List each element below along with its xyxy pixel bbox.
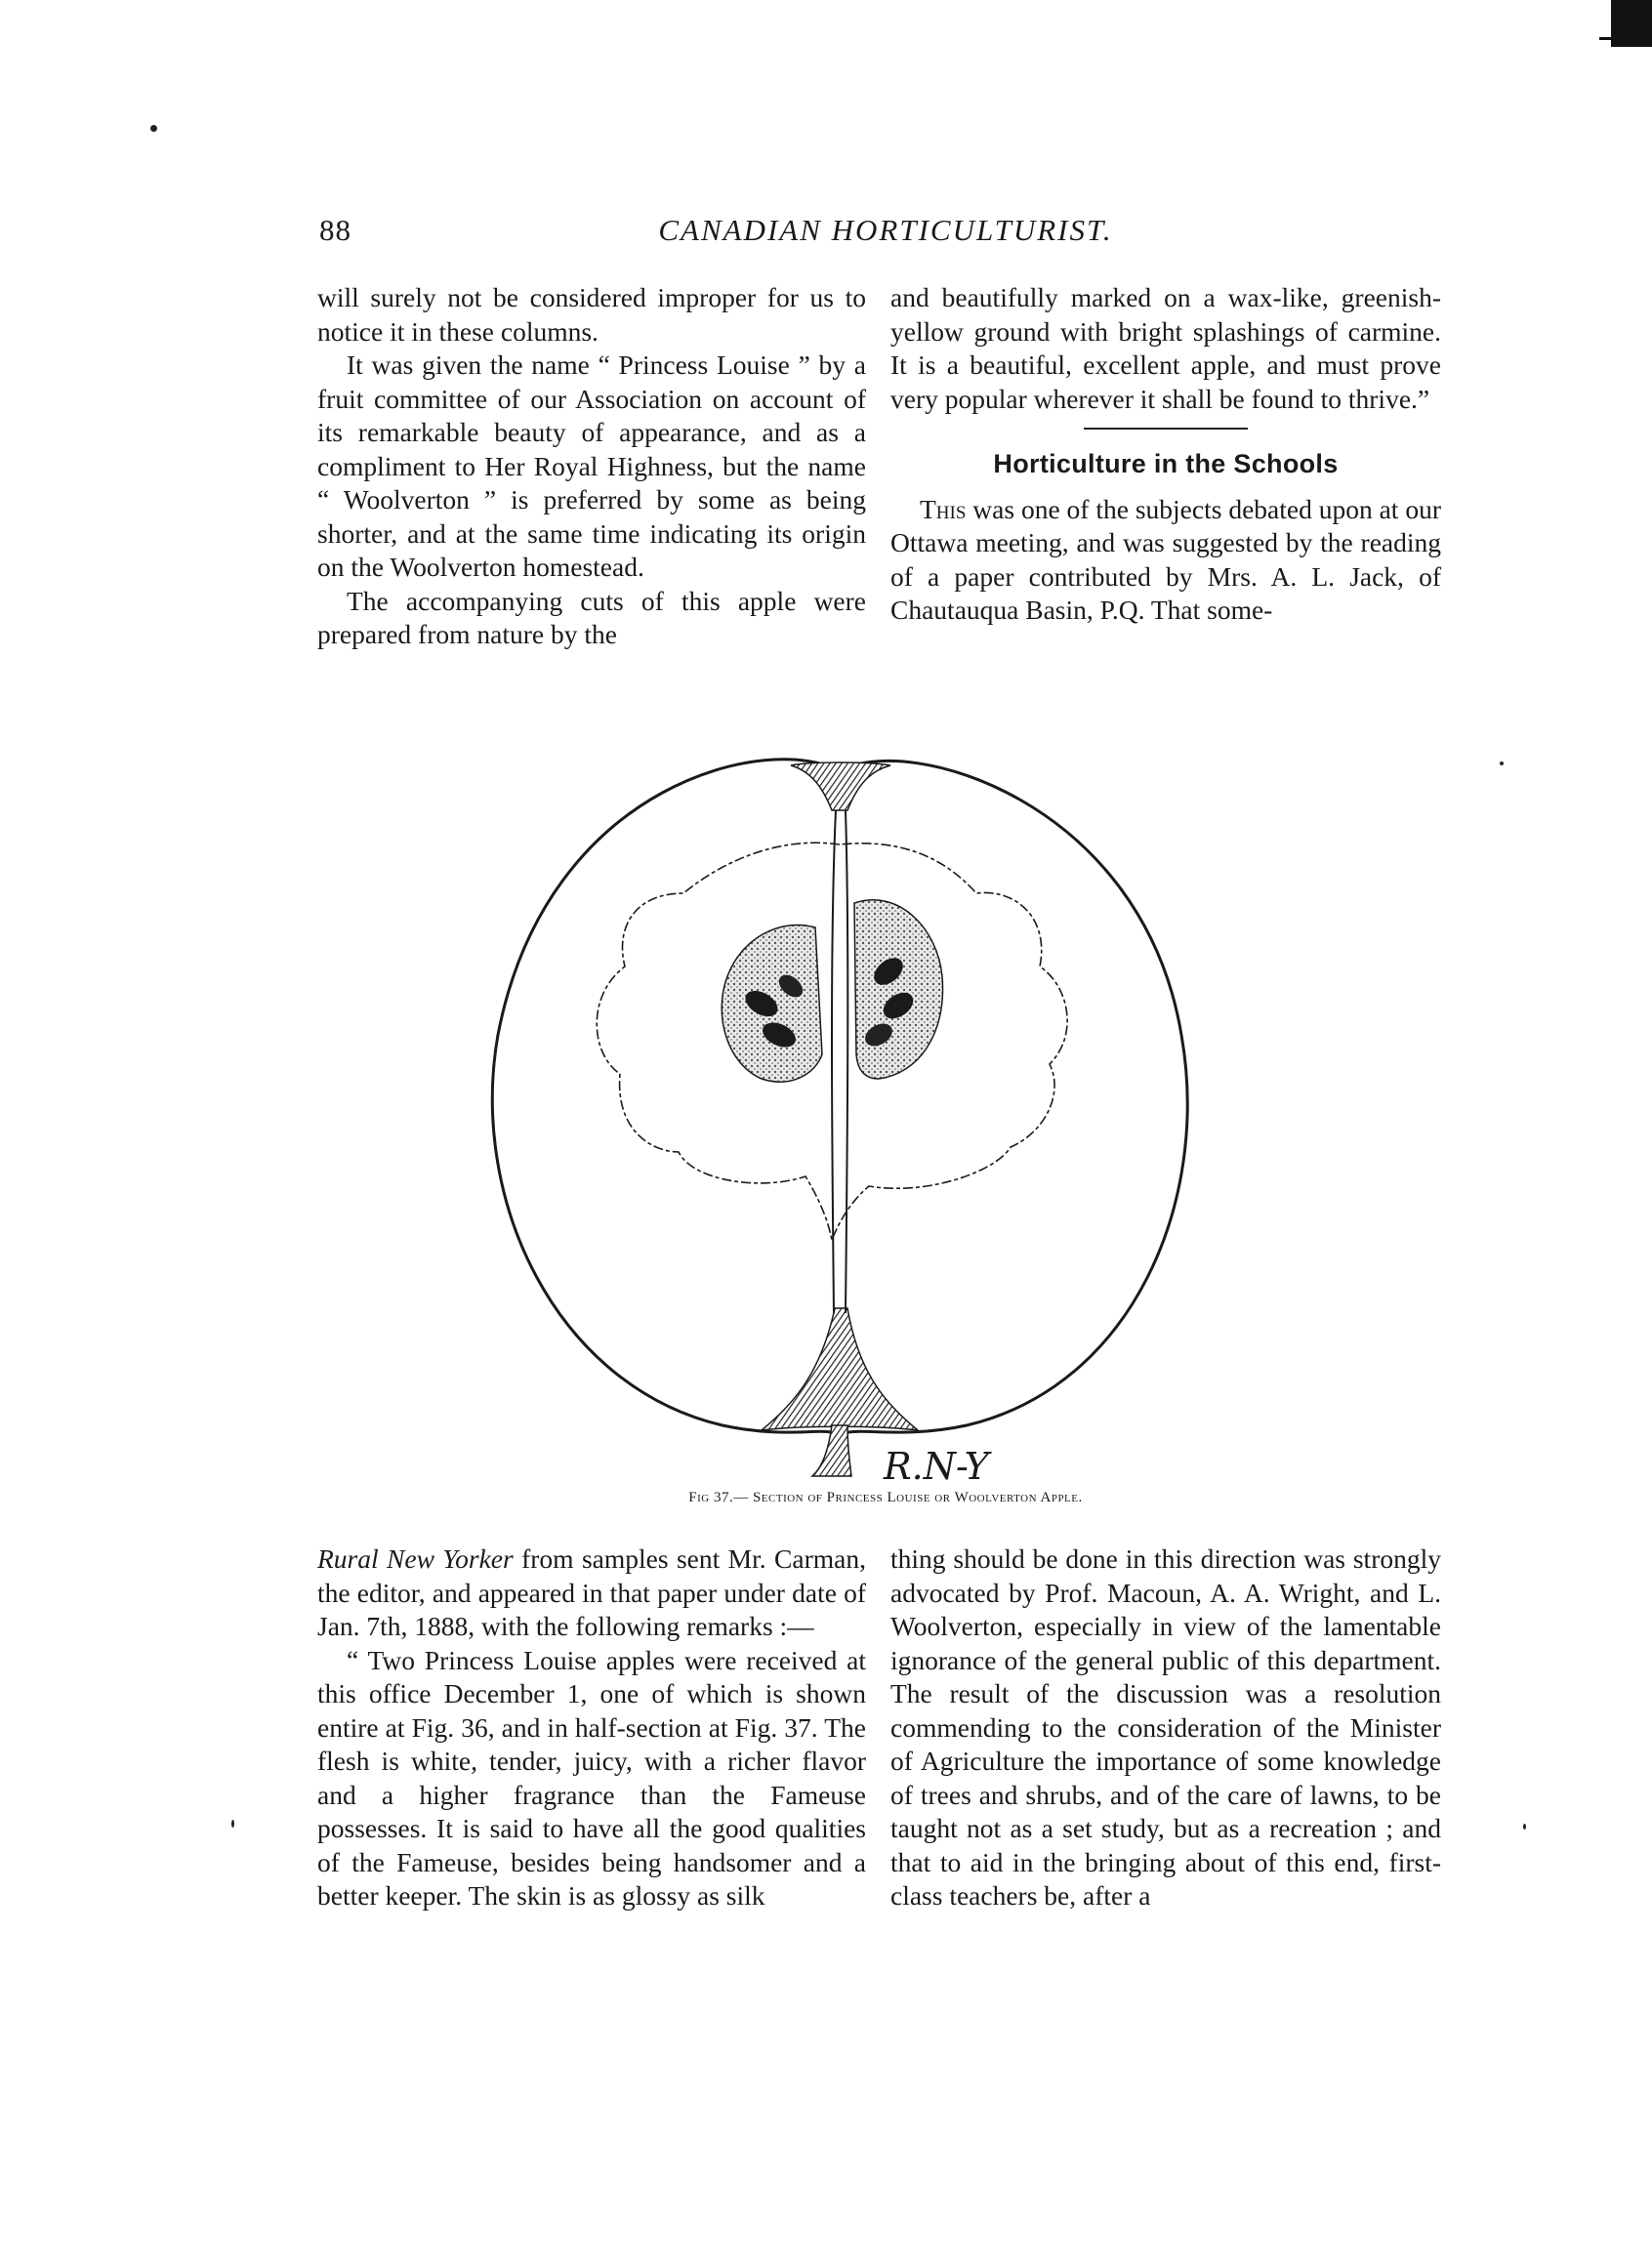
paragraph: The accompanying cuts of this apple were prepared from nature by the xyxy=(317,585,866,649)
scan-speck xyxy=(1523,1824,1526,1830)
running-head xyxy=(319,213,1452,256)
paragraph xyxy=(890,493,1441,628)
journal-title: CANADIAN HORTICULTURIST. xyxy=(658,213,1113,247)
publication-name: Rural New Yorker xyxy=(317,1543,514,1574)
figure-caption: Fig 37.— Section of Princess Louise or Woolverton Apple. xyxy=(688,1490,1083,1505)
quoted-paragraph: “ Two Princess Louise apples were received at this office December 1, one of which is shown entire at Fig. 36, and in half-section at Fig. 37. The flesh is white, tender, juicy, with a richer flavor and a higher fragrance than the Fameuse possesses. It is said to have all the good qualities of the Fameuse, besides being handsomer and a better keeper. The skin is as glossy as silk xyxy=(317,1644,866,1911)
page-number: 88 xyxy=(319,213,351,247)
section-divider xyxy=(1084,428,1248,430)
column-bottom-left xyxy=(317,1543,866,1913)
section-heading: Horticulture in the Schools xyxy=(993,449,1339,478)
column-top-right xyxy=(890,281,1441,628)
engraver-signature: R.N-Y xyxy=(884,1445,989,1484)
paragraph-text: from samples sent Mr. Carman, the editor, and appeared in that paper under date of Jan. 7th, 1888, with the following remarks :— xyxy=(317,1543,866,1641)
paragraph: It was given the name “ Princess Louise ” by a fruit committee of our Association on account of its remarkable beauty of appearance, and as a compliment to Her Royal Highness, but the name “ Woolverton ” is preferred by some as being shorter, and at the same time indicating its origin on the Woolverton homestead. xyxy=(317,350,866,582)
paragraph: thing should be done in this direction was strongly advocated by Prof. Macoun, A. A. Wright, and L. Woolverton, especially in view of the lamentable ignorance of the general public of this department. The result of the discussion was a resolution commending to the consideration of the Minister of Agriculture the importance of some knowledge of trees and shrubs, and of the care of lawns, to be taught not as a set study, but as a recreation ; and that to aid in the bringing about of this end, first-class teachers be, after a xyxy=(890,1543,1441,1911)
column-bottom-right xyxy=(890,1543,1441,1913)
scan-speck xyxy=(150,125,157,132)
paragraph-text: was one of the subjects debated upon at our Ottawa meeting, and was suggested by the reading of a paper contributed by Mrs. A. L. Jack, of Chautauqua Basin, P.Q. That some- xyxy=(890,493,1441,625)
paragraph: and beautifully marked on a wax-like, greenish-yellow ground with bright splashings of carmine. It is a beautiful, excellent apple, and must prove very popular wherever it shall be found to thrive.” xyxy=(890,282,1441,414)
scan-speck xyxy=(1500,761,1504,765)
apple-section-illustration xyxy=(469,742,1211,1484)
lead-word: This xyxy=(920,493,967,524)
scan-edge-mark xyxy=(1611,0,1652,47)
paragraph: will surely not be considered improper for us to notice it in these columns. xyxy=(317,282,866,347)
paragraph xyxy=(317,1543,866,1644)
column-top-left xyxy=(317,281,866,652)
scan-speck xyxy=(231,1820,234,1828)
